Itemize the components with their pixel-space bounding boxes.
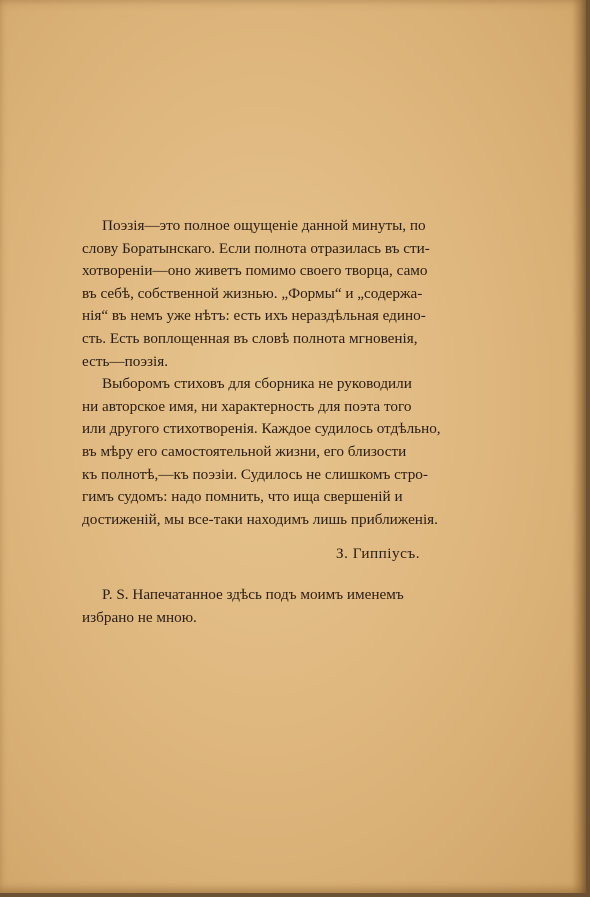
text-line: или другого стихотворенія. Каждое судилось отдѣльно, bbox=[82, 420, 441, 438]
text-line: хотвореніи—оно живетъ помимо своего творца, само bbox=[82, 262, 428, 280]
paragraph-selection-principle bbox=[82, 373, 456, 531]
text-line: достиженій, мы все-таки находимъ лишь приближенія. bbox=[82, 510, 438, 528]
text-line: къ полнотѣ,—къ поэзіи. Судилось не слишкомъ стро- bbox=[82, 465, 428, 483]
text-line: въ себѣ, собственной жизнью. „Формы“ и „содержа- bbox=[82, 284, 423, 302]
preface-text bbox=[82, 215, 456, 629]
text-line: слову Боратынскаго. Если полнота отразилась въ сти- bbox=[82, 239, 430, 257]
text-line: Поэзія—это полное ощущеніе данной минуты, по bbox=[102, 217, 426, 234]
author-signature: З. Гиппіусъ. bbox=[336, 545, 420, 563]
text-line: избрано не мною. bbox=[82, 608, 197, 626]
postscript bbox=[82, 584, 456, 629]
page-edge-shadow bbox=[572, 0, 586, 893]
text-line: нія“ въ немъ уже нѣтъ: есть ихъ нераздѣльная едино- bbox=[82, 307, 426, 325]
text-line: ни авторское имя, ни характерность для поэта того bbox=[82, 397, 412, 415]
text-line: гимъ судомъ: надо помнить, что ища свершеній и bbox=[82, 488, 403, 506]
text-line: P. S. Напечатанное здѣсь подъ моимъ именемъ bbox=[102, 585, 404, 603]
paragraph-poetry-definition bbox=[82, 215, 456, 373]
text-line: сть. Есть воплощенная въ словѣ полнота мгновенія, bbox=[82, 329, 418, 347]
text-line: есть—поэзія. bbox=[82, 352, 169, 370]
text-line: въ мѣру его самостоятельной жизни, его близости bbox=[82, 442, 407, 460]
text-line: Выборомъ стиховъ для сборника не руководили bbox=[102, 375, 412, 393]
